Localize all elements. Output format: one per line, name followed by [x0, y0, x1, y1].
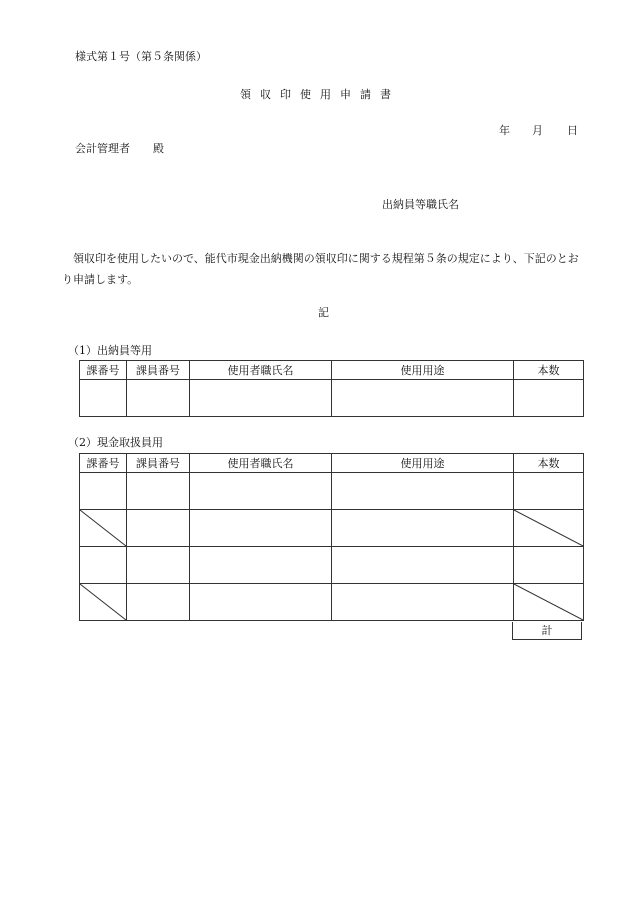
kain-bango-cell[interactable]: [127, 584, 190, 621]
purpose-cell[interactable]: [332, 547, 514, 584]
count-cell[interactable]: [514, 380, 584, 417]
kain-bango-cell[interactable]: [127, 380, 190, 417]
user-name-cell[interactable]: [190, 473, 332, 510]
purpose-cell[interactable]: [332, 510, 514, 547]
header-kain-bango: 課員番号: [127, 361, 190, 380]
applicant-label: 出納員等職氏名: [382, 198, 459, 211]
addressee-honorific: 殿: [153, 142, 164, 155]
purpose-cell[interactable]: [332, 473, 514, 510]
section1-table: [79, 360, 584, 417]
section2-label: （2）現金取扱員用: [68, 436, 163, 449]
header-ka-bango: 課番号: [80, 361, 127, 380]
diagonal-strike-icon: [80, 510, 126, 546]
header-ka-bango: 課番号: [80, 454, 127, 473]
header-purpose: 使用用途: [332, 361, 514, 380]
table-row: [80, 510, 584, 547]
total-cell[interactable]: 計: [512, 622, 582, 640]
page-title: 領収印使用申請書: [240, 88, 400, 101]
date-day: 日: [567, 124, 578, 137]
table-row: [80, 380, 584, 417]
ki-label: 記: [318, 306, 329, 319]
table-row: [80, 584, 584, 621]
date-year: 年: [499, 124, 510, 137]
kain-bango-cell[interactable]: [127, 510, 190, 547]
header-count: 本数: [514, 361, 584, 380]
count-cell[interactable]: [514, 473, 584, 510]
ka-bango-cell-struck: [80, 510, 127, 547]
count-cell[interactable]: [514, 547, 584, 584]
date-month: 月: [532, 124, 543, 137]
diagonal-strike-icon: [80, 584, 126, 620]
addressee-name: 会計管理者: [75, 142, 130, 155]
header-purpose: 使用用途: [332, 454, 514, 473]
header-user-name: 使用者職氏名: [190, 454, 332, 473]
header-user-name: 使用者職氏名: [190, 361, 332, 380]
user-name-cell[interactable]: [190, 510, 332, 547]
diagonal-strike-icon: [514, 584, 583, 620]
section2-table: [79, 453, 584, 621]
table-row: [80, 473, 584, 510]
diagonal-strike-icon: [514, 510, 583, 546]
body-text: 領収印を使用したいので、能代市現金出納機関の領収印に関する規程第５条の規定により、下記のとおり申請します。: [62, 252, 579, 286]
user-name-cell[interactable]: [190, 547, 332, 584]
count-cell-struck: [514, 510, 584, 547]
ka-bango-cell[interactable]: [80, 473, 127, 510]
kain-bango-cell[interactable]: [127, 473, 190, 510]
form-number: 様式第１号（第５条関係）: [75, 50, 207, 63]
header-kain-bango: 課員番号: [127, 454, 190, 473]
table-header-row: [80, 361, 584, 380]
ka-bango-cell[interactable]: [80, 380, 127, 417]
ka-bango-cell-struck: [80, 584, 127, 621]
count-cell-struck: [514, 584, 584, 621]
section1-label: （1）出納員等用: [68, 344, 152, 357]
header-count: 本数: [514, 454, 584, 473]
ka-bango-cell[interactable]: [80, 547, 127, 584]
purpose-cell[interactable]: [332, 584, 514, 621]
table-row: [80, 547, 584, 584]
user-name-cell[interactable]: [190, 380, 332, 417]
purpose-cell[interactable]: [332, 380, 514, 417]
table-header-row: [80, 454, 584, 473]
user-name-cell[interactable]: [190, 584, 332, 621]
kain-bango-cell[interactable]: [127, 547, 190, 584]
